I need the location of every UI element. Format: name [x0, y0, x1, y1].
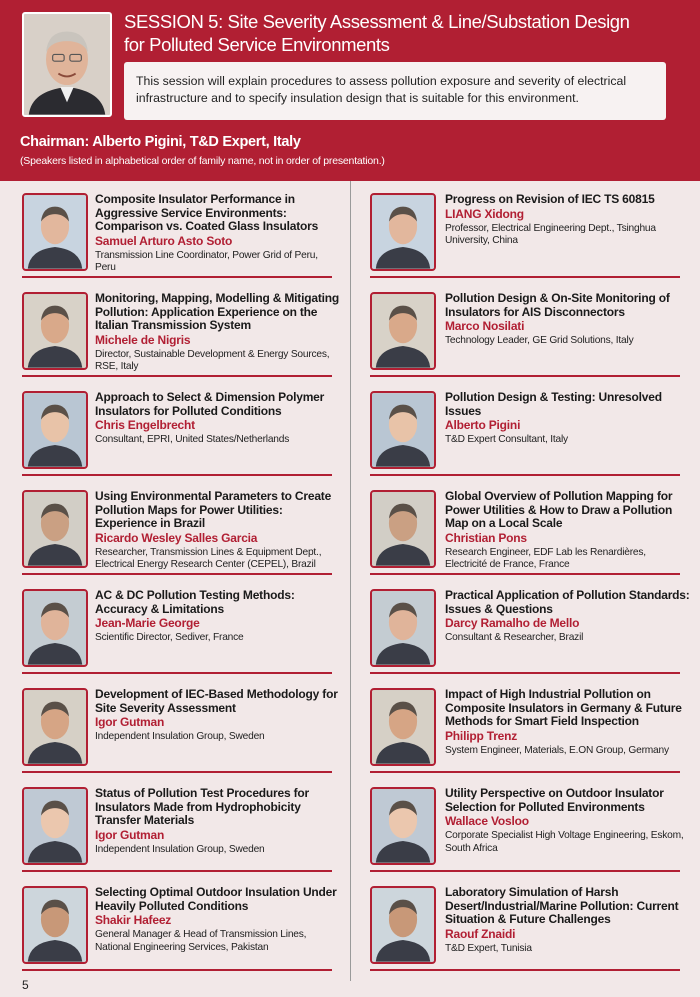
speaker-name: Igor Gutman	[95, 715, 165, 729]
speaker-name: Samuel Arturo Asto Soto	[95, 233, 233, 248]
person-portrait-icon	[24, 888, 86, 962]
speaker-affiliation: Corporate Specialist High Voltage Engineering, Eskom, South Africa	[445, 830, 684, 854]
card-separator	[22, 573, 332, 575]
person-portrait-icon	[372, 294, 434, 368]
page-number: 5	[22, 978, 29, 992]
speaker-name: Darcy Ramalho de Mello	[445, 616, 580, 630]
speaker-name: Jean-Marie George	[95, 616, 200, 630]
card-separator	[370, 870, 680, 872]
speaker-affiliation: Research Engineer, EDF Lab les Renardières, Electricité de France, France	[445, 546, 646, 570]
speaker-photo	[22, 787, 88, 865]
talk-title: Approach to Select & Dimension Polymer Insulators for Polluted Conditions	[95, 390, 325, 418]
speaker-name: Igor Gutman	[95, 827, 165, 842]
talk-title: Using Environmental Parameters to Create Pollution Maps for Power Utilities: Experience in Brazil	[95, 489, 332, 530]
speakers-order-note: (Speakers listed in alphabetical order of family name, not in order of presentation.)	[20, 155, 385, 167]
speaker-name: Christian Pons	[445, 530, 527, 545]
speaker-name: Raouf Znaidi	[445, 926, 516, 941]
chairman-photo	[22, 12, 112, 117]
person-portrait-icon	[24, 294, 86, 368]
person-portrait-icon	[24, 393, 86, 467]
card-separator	[370, 969, 680, 971]
speaker-name: LIANG Xidong	[445, 206, 524, 221]
talk-title: Utility Perspective on Outdoor Insulator Selection for Polluted Environments	[445, 786, 664, 814]
talk-title: Composite Insulator Performance in Aggressive Service Environments: Comparison vs. Coated Glass Insulators	[95, 192, 319, 233]
person-portrait-icon	[372, 591, 434, 665]
speaker-name: Philipp Trenz	[445, 728, 518, 743]
card-separator	[370, 573, 680, 575]
speaker-affiliation: System Engineer, Materials, E.ON Group, Germany	[445, 744, 669, 756]
session-title-line1: SESSION 5: Site Severity Assessment & Line/Substation Design	[124, 11, 630, 32]
speaker-affiliation: T&D Expert, Tunisia	[445, 942, 532, 954]
person-portrait-icon	[24, 492, 86, 566]
talk-title: Monitoring, Mapping, Modelling & Mitigating Pollution: Application Experience on the Italian Transmission System	[95, 291, 340, 332]
speaker-affiliation: Technology Leader, GE Grid Solutions, Italy	[445, 335, 634, 346]
speaker-affiliation: Transmission Line Coordinator, Power Grid of Peru, Peru	[95, 249, 318, 273]
talk-title: Pollution Design & On-Site Monitoring of Insulators for AIS Disconnectors	[445, 291, 670, 319]
speaker-photo	[22, 193, 88, 271]
card-separator	[22, 276, 332, 278]
column-divider	[350, 181, 351, 981]
speaker-photo	[370, 688, 436, 766]
talk-title: Progress on Revision of IEC TS 60815	[445, 192, 655, 206]
session-header	[0, 0, 700, 181]
person-portrait-icon	[24, 195, 86, 269]
talk-title: Pollution Design & Testing: Unresolved Issues	[445, 390, 662, 418]
person-portrait-icon	[372, 690, 434, 764]
person-portrait-icon	[24, 14, 110, 115]
speaker-affiliation: Consultant & Researcher, Brazil	[445, 632, 584, 643]
speaker-photo	[370, 886, 436, 964]
speaker-photo	[370, 391, 436, 469]
speaker-affiliation: Independent Insulation Group, Sweden	[95, 843, 265, 855]
session-title-line2: for Polluted Service Environments	[124, 34, 390, 55]
person-portrait-icon	[24, 690, 86, 764]
card-separator	[22, 870, 332, 872]
speaker-affiliation: Professor, Electrical Engineering Dept., Tsinghua University, China	[445, 222, 656, 246]
speaker-affiliation: Director, Sustainable Development & Energy Sources, RSE, Italy	[95, 348, 330, 372]
speaker-photo	[22, 391, 88, 469]
talk-title: Impact of High Industrial Pollution on Composite Insulators in Germany & Future Methods for Smart Field Inspection	[445, 687, 682, 728]
speaker-affiliation: Consultant, EPRI, United States/Netherlands	[95, 434, 290, 445]
speaker-photo	[22, 886, 88, 964]
person-portrait-icon	[372, 888, 434, 962]
speaker-affiliation: T&D Expert Consultant, Italy	[445, 434, 568, 445]
speaker-affiliation: Researcher, Transmission Lines & Equipment Dept., Electrical Energy Research Center (CEPEL), Brazil	[95, 546, 322, 570]
card-separator	[22, 771, 332, 773]
talk-title: Practical Application of Pollution Standards: Issues & Questions	[445, 588, 690, 616]
speaker-photo	[22, 688, 88, 766]
card-separator	[22, 474, 332, 476]
session-intro: This session will explain procedures to assess pollution exposure and severity of electrical infrastructure and to specify insulation design that is suitable for this environment.	[124, 62, 666, 120]
speaker-name: Ricardo Wesley Salles Garcia	[95, 530, 258, 545]
card-separator	[370, 771, 680, 773]
speaker-photo	[370, 193, 436, 271]
talk-title: Laboratory Simulation of Harsh Desert/Industrial/Marine Pollution: Current Situation & Future Challenges	[445, 885, 679, 926]
talk-title: Development of IEC-Based Methodology for Site Severity Assessment	[95, 687, 338, 715]
speaker-photo	[22, 292, 88, 370]
speaker-name: Alberto Pigini	[445, 418, 521, 432]
speaker-affiliation: General Manager & Head of Transmission Lines, National Engineering Services, Pakistan	[95, 929, 307, 953]
speaker-photo	[22, 589, 88, 667]
speaker-name: Chris Engelbrecht	[95, 418, 195, 432]
person-portrait-icon	[24, 789, 86, 863]
speaker-name: Shakir Hafeez	[95, 913, 172, 927]
session-title	[124, 10, 684, 56]
talk-title: Status of Pollution Test Procedures for Insulators Made from Hydrophobicity Transfer Materials	[95, 786, 310, 827]
speaker-photo	[370, 589, 436, 667]
card-separator	[370, 672, 680, 674]
card-separator	[22, 969, 332, 971]
speaker-name: Michele de Nigris	[95, 332, 191, 347]
person-portrait-icon	[372, 789, 434, 863]
person-portrait-icon	[372, 492, 434, 566]
person-portrait-icon	[24, 591, 86, 665]
speaker-affiliation: Scientific Director, Sediver, France	[95, 632, 244, 643]
card-separator	[22, 672, 332, 674]
chairman-line: Chairman: Alberto Pigini, T&D Expert, Italy	[20, 134, 301, 150]
speaker-photo	[370, 490, 436, 568]
card-separator	[370, 474, 680, 476]
speaker-name: Wallace Vosloo	[445, 814, 529, 828]
talk-title: AC & DC Pollution Testing Methods: Accuracy & Limitations	[95, 588, 295, 616]
speaker-photo	[370, 787, 436, 865]
speaker-photo	[22, 490, 88, 568]
card-separator	[22, 375, 332, 377]
speaker-photo	[370, 292, 436, 370]
card-separator	[370, 276, 680, 278]
person-portrait-icon	[372, 195, 434, 269]
talk-title: Global Overview of Pollution Mapping for Power Utilities & How to Draw a Pollution Map on a Local Scale	[445, 489, 673, 530]
speaker-name: Marco Nosilati	[445, 319, 525, 333]
person-portrait-icon	[372, 393, 434, 467]
talk-title: Selecting Optimal Outdoor Insulation Under Heavily Polluted Conditions	[95, 885, 337, 913]
card-separator	[370, 375, 680, 377]
speaker-affiliation: Independent Insulation Group, Sweden	[95, 731, 265, 742]
